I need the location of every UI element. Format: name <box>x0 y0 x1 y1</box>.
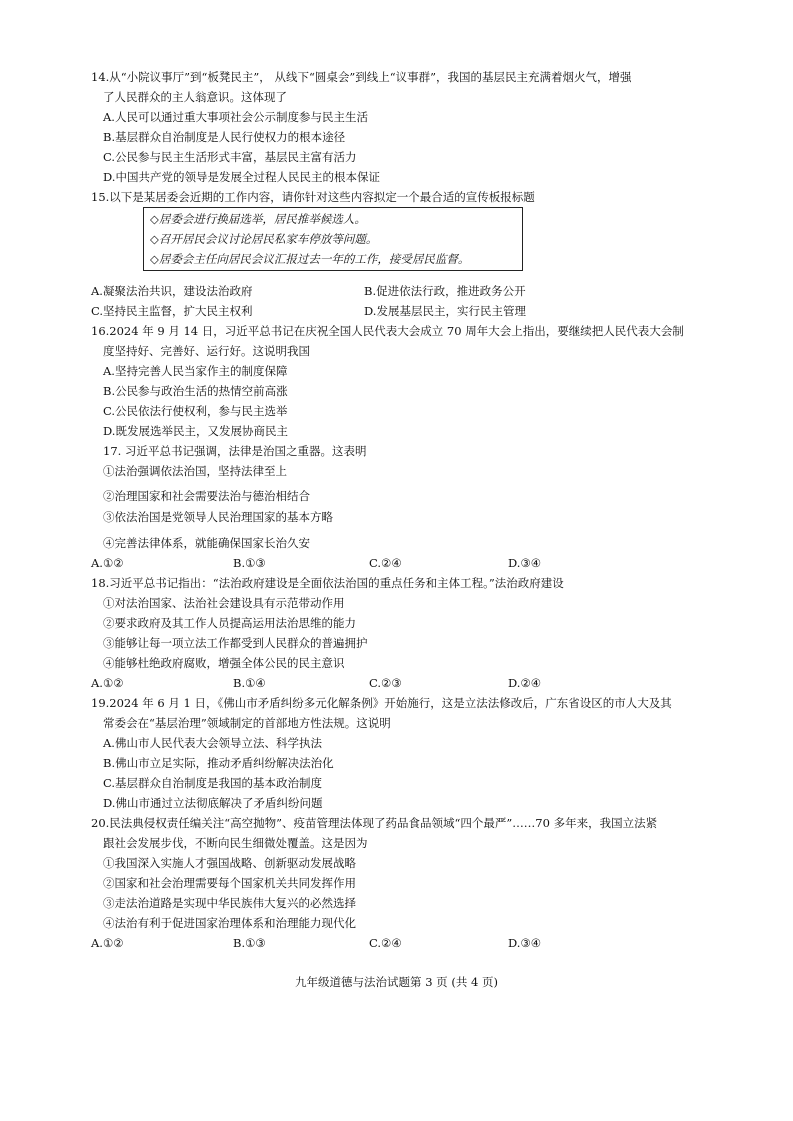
q14-stem-cont: 了人民群众的主人翁意识。这体现了 <box>103 90 287 104</box>
q15-option-b: B.促进依法行政，推进政务公开 <box>364 284 526 298</box>
q20-option-d: D.③④ <box>508 936 542 950</box>
q15-option-a: A.凝聚法治共识，建设法治政府 <box>91 284 253 298</box>
q19-option-d: D.佛山市通过立法彻底解决了矛盾纠纷问题 <box>103 796 323 810</box>
q20-option-c: C.②④ <box>369 936 402 950</box>
q17-option-a: A.①② <box>91 556 124 570</box>
q20-statement-4: ④法治有利于促进国家治理体系和治理能力现代化 <box>103 916 356 930</box>
q16-option-a: A.坚持完善人民当家作主的制度保障 <box>103 364 288 378</box>
q20-stem: 20.民法典侵权责任编关注“高空抛物”、疫苗管理法体现了药品食品领域“四个最严”……70 多年来，我国立法紧 <box>91 816 658 830</box>
q18-statement-3: ③能够让每一项立法工作都受到人民群众的普遍拥护 <box>103 636 368 650</box>
q14-option-a: A.人民可以通过重大事项社会公示制度参与民主生活 <box>103 110 368 124</box>
q15-box-line-1: ◇居委会进行换届选举，居民推举候选人。 <box>150 212 366 226</box>
q15-box-line-3: ◇居委会主任向居民会议汇报过去一年的工作，接受居民监督。 <box>150 252 470 266</box>
q18-statement-4: ④能够杜绝政府腐败，增强全体公民的民主意识 <box>103 656 345 670</box>
q15-option-c: C.坚持民主监督，扩大民主权利 <box>91 304 253 318</box>
q17-option-b: B.①③ <box>233 556 266 570</box>
q18-option-b: B.①④ <box>233 676 266 690</box>
q19-stem-cont: 常委会在“基层治理”领域制定的首部地方性法规。这说明 <box>103 716 391 730</box>
q17-statement-2: ②治理国家和社会需要法治与德治相结合 <box>103 489 310 503</box>
q18-stem: 18.习近平总书记指出：“法治政府建设是全面依法治国的重点任务和主体工程。”法治政府建设 <box>91 576 564 590</box>
q15-stem: 15.以下是某居委会近期的工作内容，请你针对这些内容拟定一个最合适的宣传板报标题 <box>91 190 535 204</box>
q19-stem: 19.2024 年 6 月 1 日，《佛山市矛盾纠纷多元化解条例》开始施行，这是立法法修改后，广东省设区的市人大及其 <box>91 696 672 710</box>
q18-statement-1: ①对法治国家、法治社会建设具有示范带动作用 <box>103 596 345 610</box>
q17-option-c: C.②④ <box>369 556 402 570</box>
q14-option-b: B.基层群众自治制度是人民行使权力的根本途径 <box>103 130 346 144</box>
q14-stem: 14.从“小院议事厅”到“板凳民主”， 从线下“圆桌会”到线上“议事群”，我国的基层民主充满着烟火气，增强 <box>91 70 632 84</box>
q15-box-line-2: ◇召开居民会议讨论居民私家车停放等问题。 <box>150 232 378 246</box>
q16-option-b: B.公民参与政治生活的热情空前高涨 <box>103 384 288 398</box>
q19-option-c: C.基层群众自治制度是我国的基本政治制度 <box>103 776 323 790</box>
q14-option-c: C.公民参与民主生活形式丰富，基层民主富有活力 <box>103 150 357 164</box>
q17-stem: 17. 习近平总书记强调，法律是治国之重器。这表明 <box>103 444 367 458</box>
q17-statement-4: ④完善法律体系，就能确保国家长治久安 <box>103 536 310 550</box>
q15-content-box <box>143 207 523 271</box>
q17-statement-3: ③依法治国是党领导人民治理国家的基本方略 <box>103 510 333 524</box>
q20-option-b: B.①③ <box>233 936 266 950</box>
q17-option-d: D.③④ <box>508 556 542 570</box>
q20-stem-cont: 跟社会发展步伐，不断向民生细微处覆盖。这是因为 <box>103 836 368 850</box>
q17-statement-1: ①法治强调依法治国，坚持法律至上 <box>103 464 287 478</box>
q16-option-d: D.既发展选举民主，又发展协商民主 <box>103 424 288 438</box>
q18-option-c: C.②③ <box>369 676 402 690</box>
q20-statement-2: ②国家和社会治理需要每个国家机关共同发挥作用 <box>103 876 356 890</box>
q16-option-c: C.公民依法行使权利，参与民主选举 <box>103 404 288 418</box>
q15-option-d: D.发展基层民主，实行民主管理 <box>364 304 526 318</box>
page-footer: 九年级道德与法治试题第 3 页 (共 4 页) <box>295 975 498 989</box>
q14-option-d: D.中国共产党的领导是发展全过程人民民主的根本保证 <box>103 170 380 184</box>
q18-option-d: D.②④ <box>508 676 542 690</box>
q19-option-a: A.佛山市人民代表大会领导立法、科学执法 <box>103 736 322 750</box>
q19-option-b: B.佛山市立足实际，推动矛盾纠纷解决法治化 <box>103 756 334 770</box>
q18-statement-2: ②要求政府及其工作人员提高运用法治思维的能力 <box>103 616 356 630</box>
q20-statement-1: ①我国深入实施人才强国战略、创新驱动发展战略 <box>103 856 356 870</box>
q16-stem: 16.2024 年 9 月 14 日，习近平总书记在庆祝全国人民代表大会成立 70 周年大会上指出，要继续把人民代表大会制 <box>91 324 684 338</box>
q20-statement-3: ③走法治道路是实现中华民族伟大复兴的必然选择 <box>103 896 356 910</box>
q18-option-a: A.①② <box>91 676 124 690</box>
q20-option-a: A.①② <box>91 936 124 950</box>
q16-stem-cont: 度坚持好、完善好、运行好。这说明我国 <box>103 344 310 358</box>
